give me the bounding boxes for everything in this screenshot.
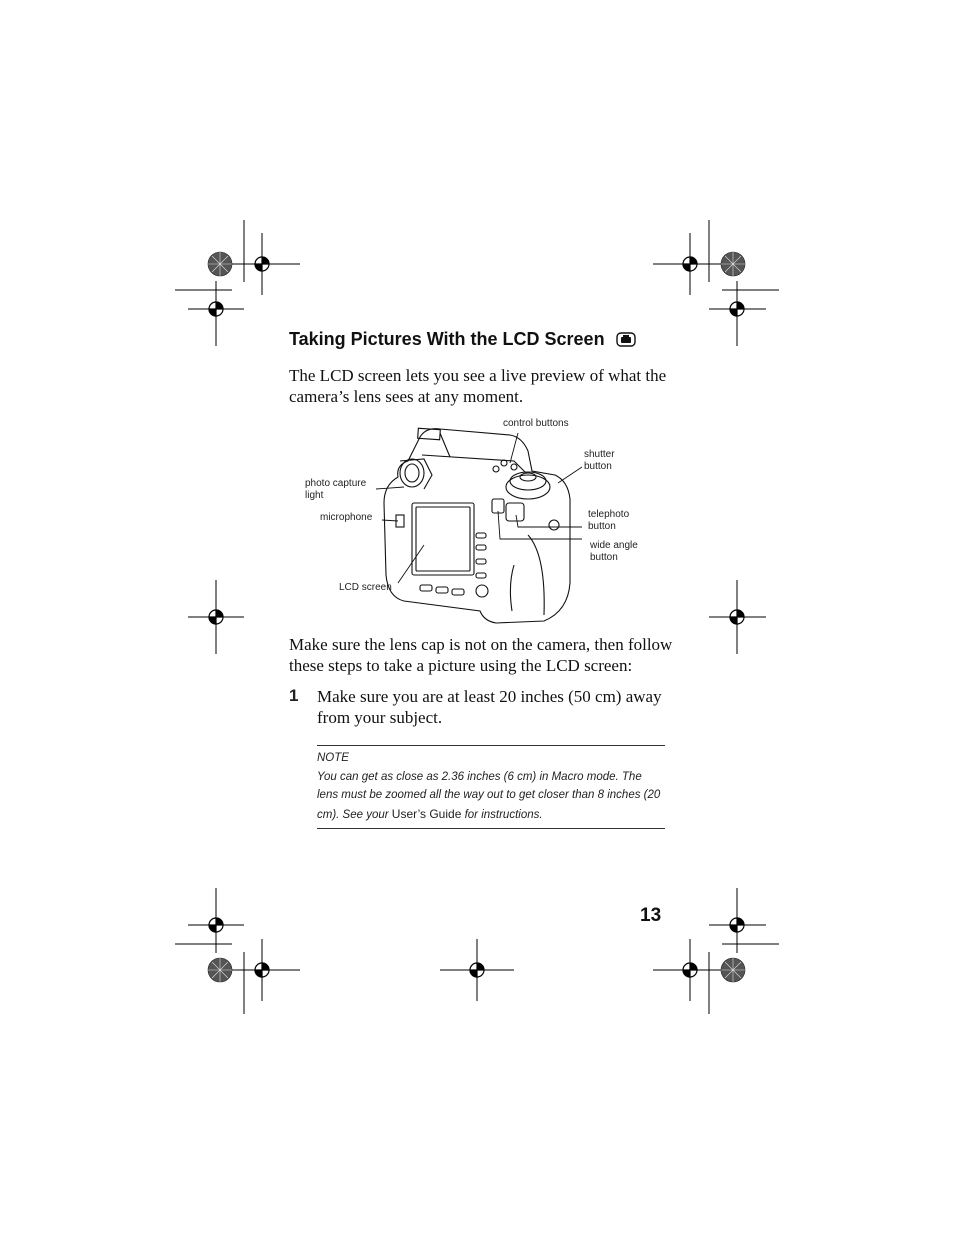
page-number: 13 bbox=[640, 905, 662, 926]
label-lcd-screen: LCD screen bbox=[339, 582, 392, 593]
camera-mode-icon bbox=[616, 332, 636, 347]
page-title bbox=[289, 329, 636, 350]
note-box bbox=[317, 745, 665, 829]
intro-paragraph: The LCD screen lets you see a live preview of what the camera’s lens sees at any moment. bbox=[289, 366, 667, 406]
note-title: NOTE bbox=[317, 752, 349, 764]
body-paragraph: Make sure the lens cap is not on the camera, then follow these steps to take a picture using the LCD screen: bbox=[289, 635, 673, 675]
step-number: 1 bbox=[289, 686, 299, 705]
step-text: Make sure you are at least 20 inches (50 cm) away from your subject. bbox=[317, 687, 662, 727]
page-title-text: Taking Pictures With the LCD Screen bbox=[289, 329, 605, 349]
note-body bbox=[317, 768, 665, 825]
note-text: You can get as close as 2.36 inches (6 cm) in Macro mode. The lens must be zoomed all the way out to get closer than 8 inches (20 cm). See your bbox=[317, 770, 661, 821]
label-control-buttons: control buttons bbox=[503, 418, 569, 429]
note-text-end: for instructions. bbox=[464, 808, 543, 821]
label-shutter-button: shutter button bbox=[584, 449, 615, 472]
label-microphone: microphone bbox=[320, 512, 373, 523]
label-photo-capture-light: photo capture light bbox=[305, 478, 367, 501]
label-telephoto-button: telephoto button bbox=[588, 509, 630, 532]
note-guide-title: User’s Guide bbox=[391, 806, 462, 821]
label-wide-angle-button: wide angle button bbox=[590, 540, 638, 563]
